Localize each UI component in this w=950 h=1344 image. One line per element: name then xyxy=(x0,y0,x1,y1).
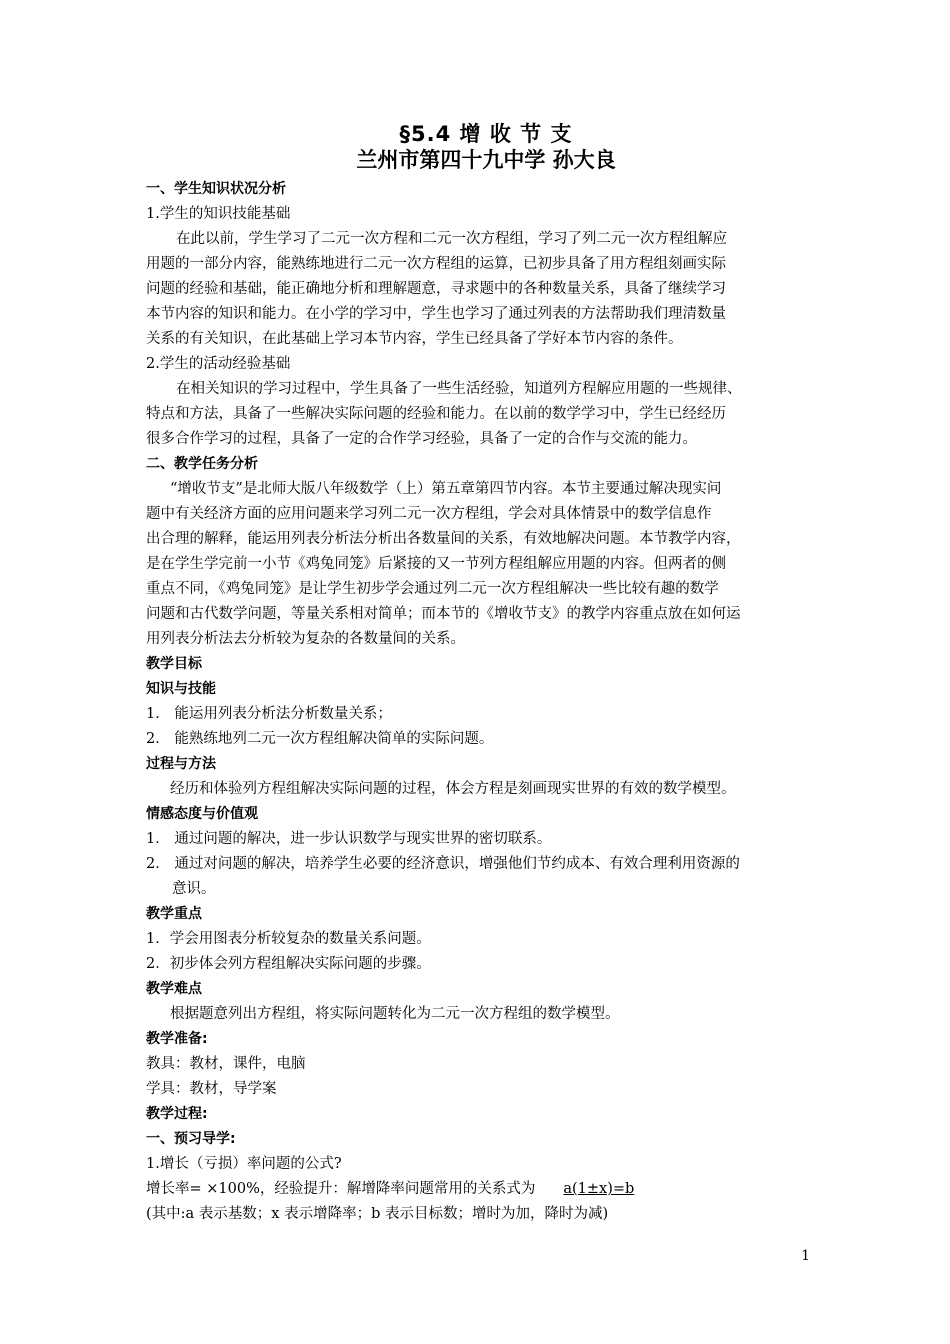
paragraph-line: 在此以前，学生学习了二元一次方程和二元一次方程组，学习了列二元一次方程组解应 xyxy=(176,231,727,247)
paragraph-line: 问题和古代数学问题，等量关系相对简单；而本节的《增收节支》的教学内容重点放在如何运 xyxy=(146,606,741,622)
paragraph-line: 出合理的解释，能运用列表分析法分析出各数量间的关系，有效地解决问题。本节教学内容， xyxy=(146,531,741,547)
heading-process-methods: 过程与方法 xyxy=(146,756,216,772)
page-number: 1 xyxy=(801,1248,810,1264)
formula-answer: a(1±x)=b xyxy=(563,1181,635,1197)
formula-note: (其中:a 表示基数；x 表示增降率；b 表示目标数；增时为加，降时为减) xyxy=(146,1206,609,1222)
paragraph-line: 问题的经验和基础，能正确地分析和理解题意，寻求题中的各种数量关系，具备了继续学习 xyxy=(146,281,726,297)
list-item: 1． 通过问题的解决，进一步认识数学与现实世界的密切联系。 xyxy=(146,831,552,847)
paragraph-task-analysis xyxy=(146,477,826,652)
paragraph-knowledge-basis xyxy=(146,227,826,352)
paragraph-difficulty: 根据题意列出方程组，将实际问题转化为二元一次方程组的数学模型。 xyxy=(170,1006,620,1022)
paragraph-line: 在相关知识的学习过程中，学生具备了一些生活经验，知道列方程解应用题的一些规律、 xyxy=(176,381,742,397)
paragraph-line: 是在学生学完前一小节《鸡兔同笼》后紧接的又一节列方程组解应用题的内容。但两者的侧 xyxy=(146,556,726,572)
subheading-activity-basis: 2.学生的活动经验基础 xyxy=(146,356,291,372)
heading-key-points: 教学重点 xyxy=(146,906,202,922)
student-materials: 学具：教材，导学案 xyxy=(146,1081,277,1097)
paragraph-line: 重点不同，《鸡兔同笼》是让学生初步学会通过列二元一次方程组解决一些比较有趣的数学 xyxy=(146,581,719,597)
heading-teaching-goals: 教学目标 xyxy=(146,656,202,672)
list-item: 2．初步体会列方程组解决实际问题的步骤。 xyxy=(146,956,431,972)
teacher-materials: 教具：教材，课件，电脑 xyxy=(146,1056,306,1072)
list-item: 1．学会用图表分析较复杂的数量关系问题。 xyxy=(146,931,431,947)
formula-line xyxy=(146,1177,826,1202)
paragraph-process-methods: 经历和体验列方程组解决实际问题的过程，体会方程是刻画现实世界的有效的数学模型。 xyxy=(170,781,736,797)
heading-teaching-process: 教学过程: xyxy=(146,1106,208,1122)
section-heading-task-analysis: 二、教学任务分析 xyxy=(146,456,258,472)
paragraph-line: “增收节支”是北师大版八年级数学（上）第五章第四节内容。本节主要通过解决现实问 xyxy=(170,481,722,497)
document-title: §5.4 增 收 节 支 xyxy=(399,122,573,146)
heading-preparation: 教学准备: xyxy=(146,1031,208,1047)
heading-knowledge-skills: 知识与技能 xyxy=(146,681,216,697)
list-item: 1． 能运用列表分析法分析数量关系； xyxy=(146,706,392,722)
document-subtitle: 兰州市第四十九中学 孙大良 xyxy=(356,148,616,172)
heading-difficulty: 教学难点 xyxy=(146,981,202,997)
document-content xyxy=(146,121,826,1227)
subheading-knowledge-basis: 1.学生的知识技能基础 xyxy=(146,206,291,222)
heading-emotion-values: 情感态度与价值观 xyxy=(146,806,258,822)
formula-text: 增长率= ×100%，经验提升：解增降率问题常用的关系式为 xyxy=(146,1181,536,1197)
list-item: 2． 能熟练地列二元一次方程组解决简单的实际问题。 xyxy=(146,731,494,747)
paragraph-line: 本节内容的知识和能力。在小学的学习中，学生也学习了通过列表的方法帮助我们理清数量 xyxy=(146,306,726,322)
paragraph-line: 关系的有关知识，在此基础上学习本节内容，学生已经具备了学好本节内容的条件。 xyxy=(146,331,683,347)
paragraph-line: 特点和方法，具备了一些解决实际问题的经验和能力。在以前的数学学习中，学生已经经历 xyxy=(146,406,726,422)
paragraph-activity-basis xyxy=(146,377,826,452)
list-item-continuation: 意识。 xyxy=(172,881,216,897)
paragraph-line: 题中有关经济方面的应用问题来学习列二元一次方程组，学会对具体情景中的数学信息作 xyxy=(146,506,712,522)
list-item: 2． 通过对问题的解决，培养学生必要的经济意识，增强他们节约成本、有效合理利用资源的 xyxy=(146,856,740,872)
paragraph-line: 用列表分析法去分析较为复杂的各数量间的关系。 xyxy=(146,631,465,647)
question-growth-rate: 1.增长（亏损）率问题的公式? xyxy=(146,1156,342,1172)
paragraph-line: 很多合作学习的过程，具备了一定的合作学习经验，具备了一定的合作与交流的能力。 xyxy=(146,431,697,447)
section-heading-student-analysis: 一、学生知识状况分析 xyxy=(146,181,286,197)
heading-preview: 一、预习导学: xyxy=(146,1131,236,1147)
paragraph-line: 用题的一部分内容，能熟练地进行二元一次方程组的运算，已初步具备了用方程组刻画实际 xyxy=(146,256,726,272)
